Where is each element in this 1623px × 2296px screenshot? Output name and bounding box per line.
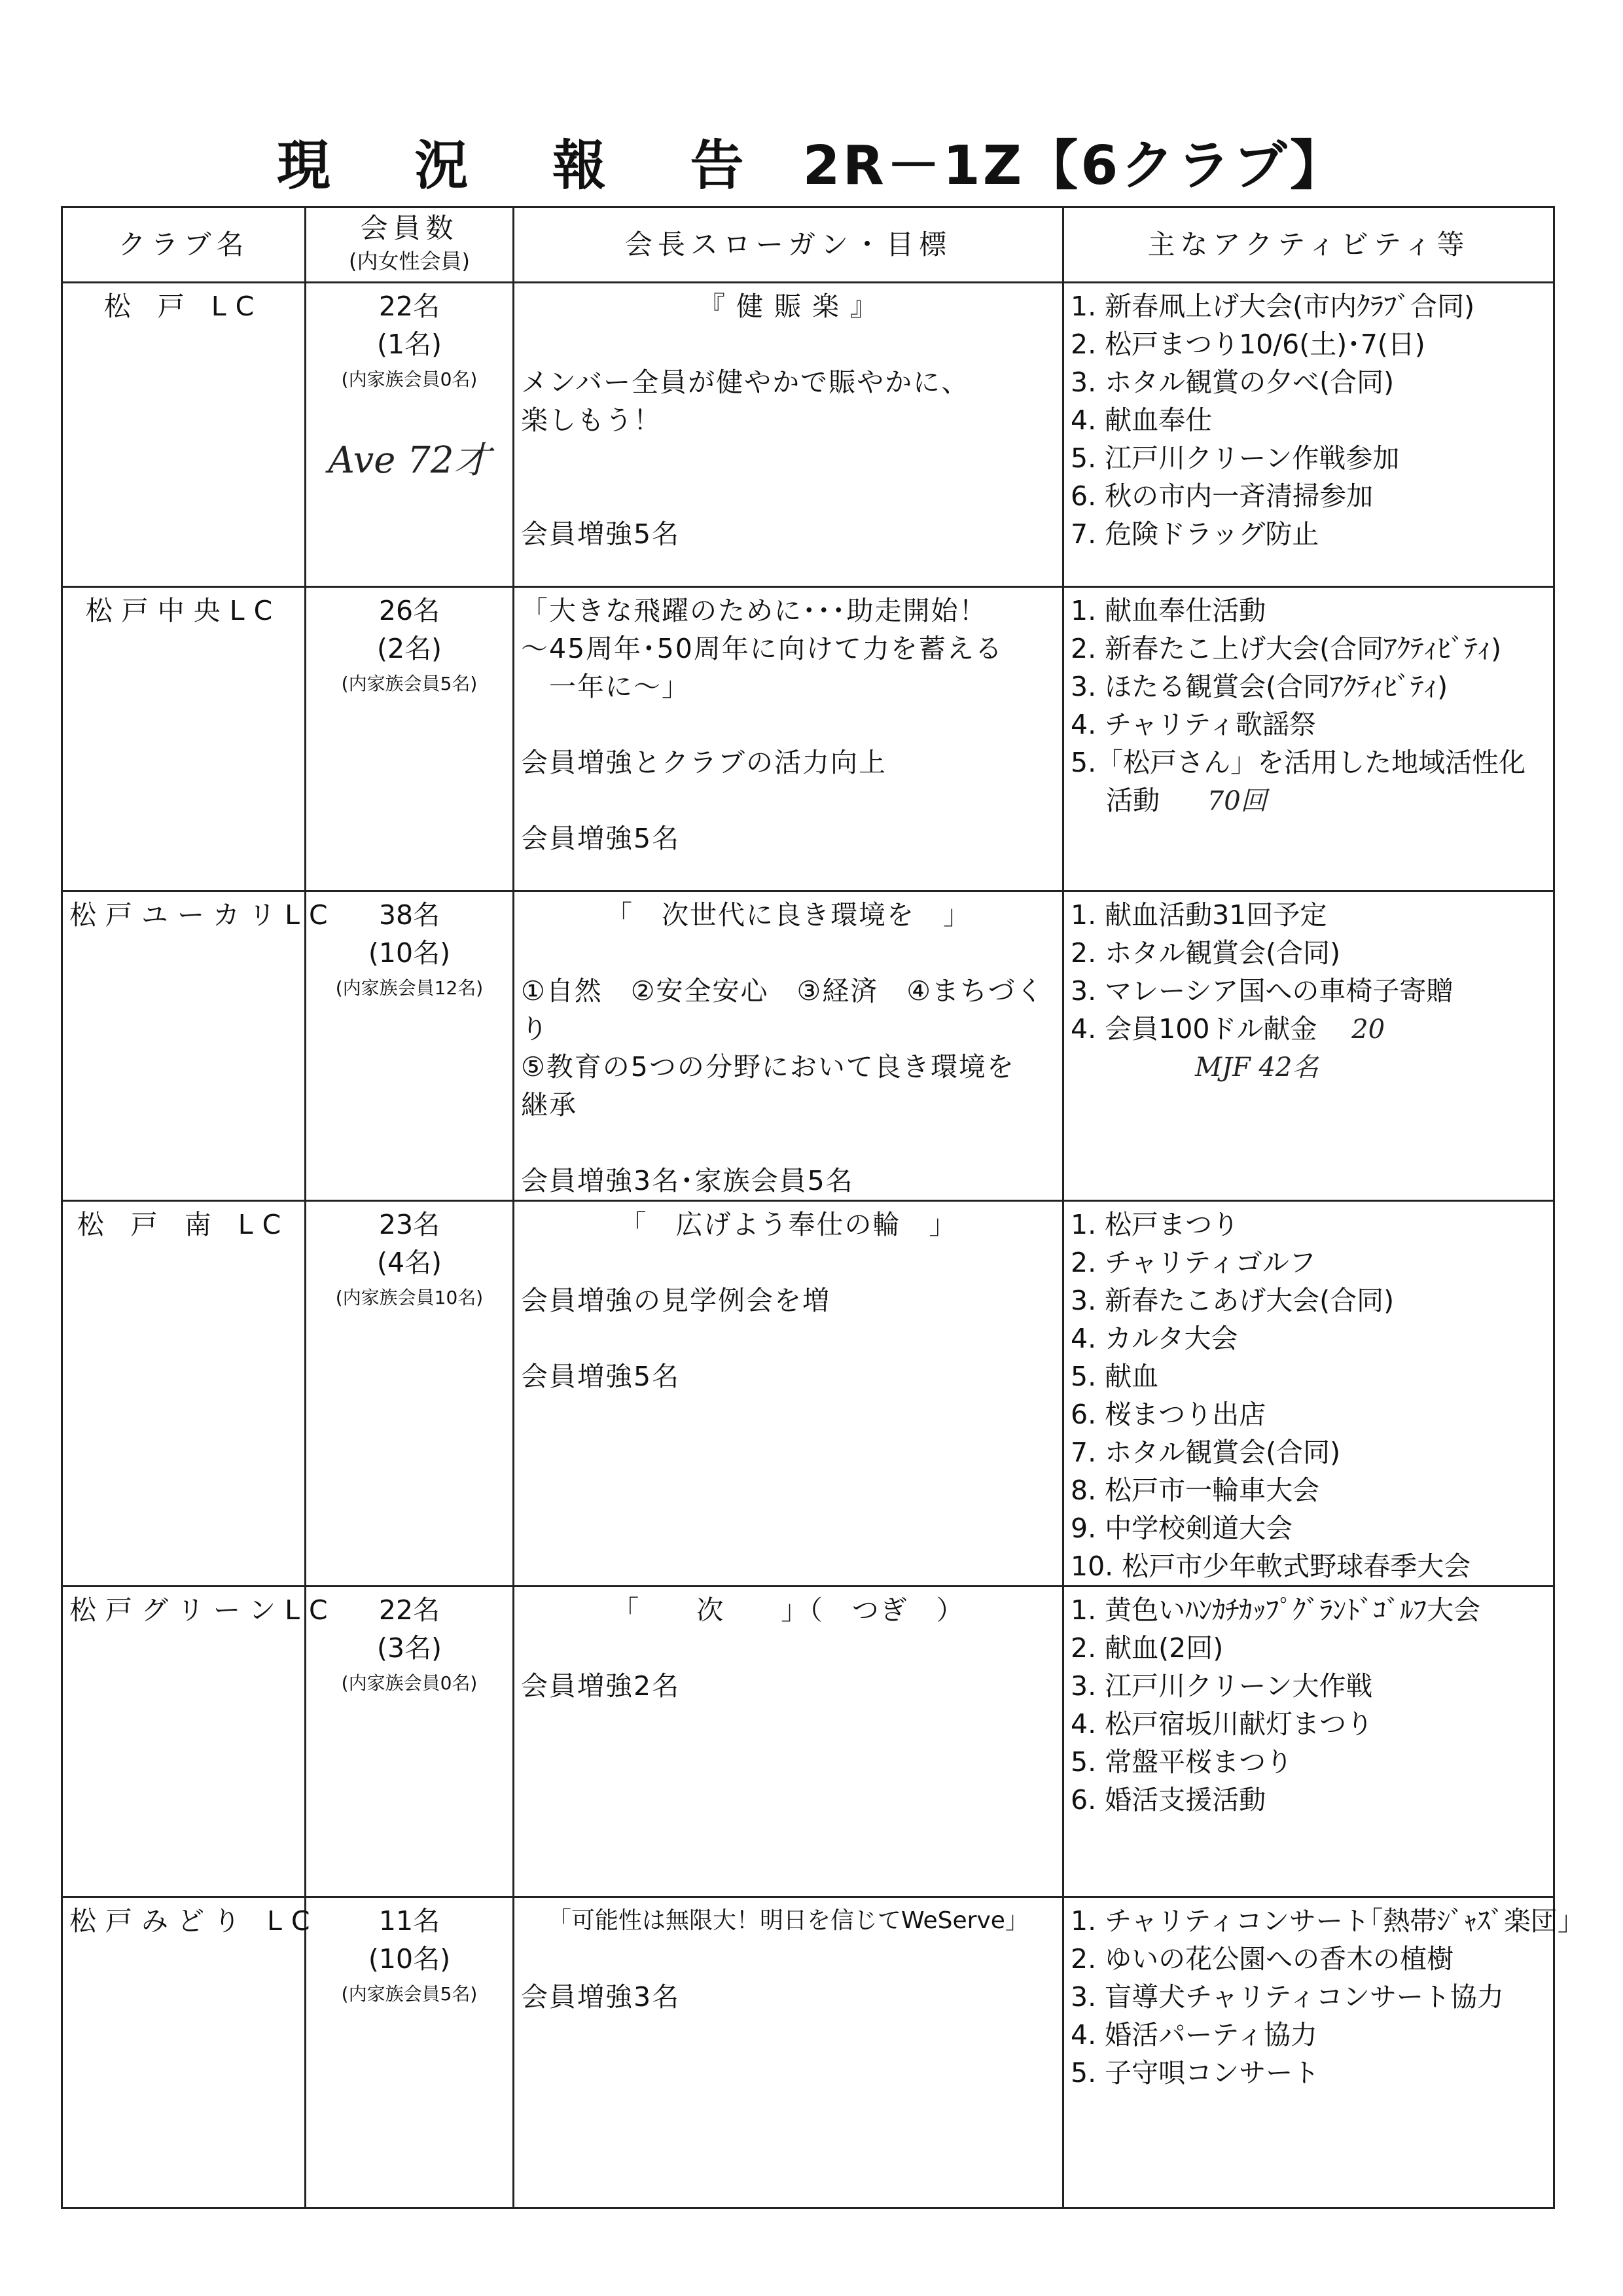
activity-item: 3. ほたる観賞会(合同ｱｸﾃｨﾋﾞﾃｨ) — [1071, 671, 1448, 702]
activity-item: 6. 婚活支援活動 — [1071, 1784, 1266, 1816]
blank-line — [521, 477, 1056, 515]
title-main: 現 況 報 告 — [276, 135, 777, 197]
activity-list — [1071, 592, 1546, 820]
blank-line — [521, 781, 1056, 819]
activity-item: 5. 江戸川クリーン作戦参加 — [1071, 442, 1400, 474]
activities-cell — [1063, 1897, 1571, 2208]
handwritten-note: Ave 72才 — [328, 439, 491, 482]
club-name: 松戸ユーカリLC — [62, 891, 306, 1201]
activities-cell — [1063, 283, 1554, 587]
activity-item: 4. チャリティ歌謡祭 — [1071, 709, 1316, 740]
activity-item: 2. ホタル観賞会(合同) — [1071, 937, 1341, 969]
activity-item: 1. 黄色いﾊﾝｶﾁｶｯﾌﾟｸﾞﾗﾝﾄﾞｺﾞﾙﾌ大会 — [1071, 1594, 1481, 1626]
activity-item: 1. 新春凧上げ大会(市内ｸﾗﾌﾞ合同) — [1071, 291, 1475, 322]
activities-cell — [1063, 1587, 1554, 1897]
table-row — [62, 891, 1554, 1201]
activity-item: 1. 献血活動31回予定 — [1071, 899, 1327, 931]
activity-item: 5.「松戸さん」を活用した地域活性化 — [1071, 747, 1526, 778]
slogan-line: 会員増強の見学例会を増 — [521, 1285, 830, 1316]
activity-item: 3. 新春たこあげ大会(合同) — [1071, 1285, 1395, 1316]
activity-item: 9. 中学校剣道大会 — [1071, 1513, 1293, 1544]
activity-list — [1071, 1591, 1546, 1819]
slogan-line: ～45周年･50周年に向けて力を蓄える — [521, 633, 1003, 664]
activities-cell — [1063, 891, 1554, 1201]
blank-line — [521, 1124, 1056, 1162]
slogan-line: 「 次 」（ つぎ ） — [612, 1594, 965, 1626]
blank-line — [521, 439, 1056, 477]
member-count-cell — [306, 1201, 514, 1587]
activity-item: 2. ゆいの花公園への香木の植樹 — [1071, 1943, 1454, 1975]
family-count: (内家族会員5名) — [341, 673, 478, 694]
activity-item: 4. 会員100ドル献金 20 — [1071, 1013, 1385, 1045]
activity-list — [1071, 896, 1546, 1049]
table-row — [62, 587, 1554, 891]
slogan-line: 継承 — [521, 1089, 577, 1121]
activity-item: 3. 江戸川クリーン大作戦 — [1071, 1670, 1373, 1702]
activity-item: 6. 桜まつり出店 — [1071, 1399, 1266, 1430]
activity-item: 2. 献血(2回) — [1071, 1632, 1224, 1664]
slogan-line: 会員増強とクラブの活力向上 — [521, 747, 887, 778]
table-body — [62, 283, 1571, 2208]
activity-list — [1071, 1206, 1546, 1585]
member-count: 23名 — [378, 1209, 440, 1240]
member-count: 22名 — [378, 1594, 440, 1626]
activity-item: 5. 子守唄コンサート — [1071, 2057, 1320, 2089]
header-club: クラブ名 — [62, 207, 306, 283]
activity-item: 4. 献血奉仕 — [1071, 404, 1213, 436]
family-count: (内家族会員10名) — [335, 1287, 484, 1308]
member-count: 22名 — [378, 291, 440, 322]
table-row — [62, 1587, 1554, 1897]
blank-line — [521, 1629, 1056, 1667]
slogan-cell — [514, 1897, 1063, 2208]
header-row — [62, 207, 1554, 283]
slogan-line: 会員増強5名 — [521, 518, 681, 550]
activity-item: 4. 松戸宿坂川献灯まつり — [1071, 1708, 1374, 1740]
member-count: 26名 — [378, 595, 440, 626]
activity-list — [1071, 287, 1546, 553]
member-count-cell — [306, 1897, 514, 2208]
family-count: (内家族会員0名) — [341, 1672, 478, 1694]
member-count-cell — [306, 283, 514, 587]
header-activities: 主なアクティビティ等 — [1063, 207, 1554, 283]
table-row — [62, 1201, 1554, 1587]
club-name: 松戸みどり LC — [62, 1897, 306, 2208]
activity-item: 3. マレーシア国への車椅子寄贈 — [1071, 975, 1454, 1007]
family-count: (内家族会員12名) — [335, 977, 484, 999]
activity-item: 6. 秋の市内一斉清掃参加 — [1071, 480, 1374, 512]
activity-item: 7. 危険ドラッグ防止 — [1071, 518, 1319, 550]
activity-item: 10. 松戸市少年軟式野球春季大会 — [1071, 1551, 1471, 1582]
activity-list — [1071, 1902, 1571, 2092]
women-count: (1名) — [376, 329, 442, 360]
activity-item: 8. 松戸市一輪車大会 — [1071, 1475, 1320, 1506]
activity-item: 3. 盲導犬チャリティコンサート協力 — [1071, 1981, 1504, 2013]
activity-item: 5. 常盤平桜まつり — [1071, 1746, 1293, 1778]
activities-cell — [1063, 1201, 1554, 1587]
club-name: 松 戸 LC — [62, 283, 306, 587]
slogan-cell — [514, 1201, 1063, 1587]
club-name: 松戸中央LC — [62, 587, 306, 891]
slogan-line: ①自然 ②安全安心 ③経済 ④まちづくり — [521, 975, 1044, 1045]
slogan-line: ⑤教育の5つの分野において良き環境を — [521, 1051, 1015, 1083]
blank-line — [521, 1940, 1056, 1978]
blank-line — [521, 325, 1056, 363]
women-count: (2名) — [376, 633, 442, 664]
header-slogan: 会長スローガン・目標 — [514, 207, 1063, 283]
handwritten-note: 70回 — [1199, 786, 1267, 816]
slogan-line: 会員増強3名･家族会員5名 — [521, 1165, 854, 1196]
handwritten-note: 20 — [1343, 1014, 1385, 1045]
member-count-cell — [306, 891, 514, 1201]
member-count-cell — [306, 587, 514, 891]
activity-item: 5. 献血 — [1071, 1361, 1159, 1392]
blank-line — [521, 1244, 1056, 1282]
activity-item: 3. ホタル観賞の夕べ(合同) — [1071, 367, 1395, 398]
member-count: 38名 — [378, 899, 440, 931]
slogan-line: 会員増強3名 — [521, 1981, 681, 2013]
slogan-cell — [514, 1587, 1063, 1897]
activity-item: 1. 松戸まつり — [1071, 1209, 1240, 1240]
slogan-cell — [514, 891, 1063, 1201]
title-zone: 2R－1Z【6クラブ】 — [802, 135, 1347, 197]
women-count: (10名) — [368, 1943, 451, 1975]
slogan-line: 一年に～」 — [521, 671, 690, 702]
activity-item: 2. 新春たこ上げ大会(合同ｱｸﾃｨﾋﾞﾃｨ) — [1071, 633, 1502, 664]
slogan-line: 「大きな飛躍のために･･･助走開始！ — [521, 595, 988, 626]
table-row — [62, 1897, 1554, 2208]
slogan-line: 「可能性は無限大！明日を信じてWeServe」 — [548, 1907, 1029, 1934]
family-count: (内家族会員5名) — [341, 1983, 478, 2005]
activity-item: 4. 婚活パーティ協力 — [1071, 2019, 1317, 2051]
activity-item: 7. ホタル観賞会(合同) — [1071, 1437, 1341, 1468]
page-title — [0, 123, 1623, 200]
handwritten-note: MJF 42名 — [1195, 1052, 1319, 1083]
slogan-cell — [514, 283, 1063, 587]
club-name: 松 戸 南 LC — [62, 1201, 306, 1587]
blank-line — [521, 1319, 1056, 1357]
header-members — [306, 207, 514, 283]
women-count: (10名) — [368, 937, 451, 969]
header-members-label: 会員数 — [360, 212, 459, 244]
slogan-line: メンバー全員が健やかで賑やかに、 — [521, 367, 970, 398]
women-count: (3名) — [376, 1632, 442, 1664]
family-count: (内家族会員0名) — [341, 368, 478, 390]
activity-item: 活動 70回 — [1071, 785, 1267, 816]
blank-line — [521, 706, 1056, 744]
slogan-line: 「 広げよう奉仕の輪 」 — [619, 1209, 957, 1240]
member-count-cell — [306, 1587, 514, 1897]
slogan-line: 会員増強5名 — [521, 823, 681, 854]
slogan-line: 会員増強5名 — [521, 1361, 681, 1392]
blank-line — [521, 934, 1056, 972]
slogan-line: 「 次世代に良き環境を 」 — [605, 899, 971, 931]
slogan-line: 楽しもう！ — [521, 404, 662, 436]
club-name: 松戸グリーンLC — [62, 1587, 306, 1897]
women-count: (4名) — [376, 1247, 442, 1278]
member-count: 11名 — [378, 1905, 440, 1937]
activity-item: 2. チャリティゴルフ — [1071, 1247, 1316, 1278]
activity-item: 1. チャリティコンサート｢熱帯ｼﾞｬｽﾞ楽団｣ — [1071, 1905, 1571, 1937]
activity-item: 2. 松戸まつり10/6(土)･7(日) — [1071, 329, 1425, 360]
slogan-line: 会員増強2名 — [521, 1670, 681, 1702]
header-members-sub: (内女性会員) — [349, 249, 470, 274]
activities-cell — [1063, 587, 1554, 891]
activity-item: 4. カルタ大会 — [1071, 1323, 1238, 1354]
slogan-line: 『 健 賑 楽 』 — [698, 291, 879, 322]
table-row — [62, 283, 1554, 587]
status-report-table — [61, 206, 1571, 2209]
activity-item: 1. 献血奉仕活動 — [1071, 595, 1266, 626]
slogan-cell — [514, 587, 1063, 891]
